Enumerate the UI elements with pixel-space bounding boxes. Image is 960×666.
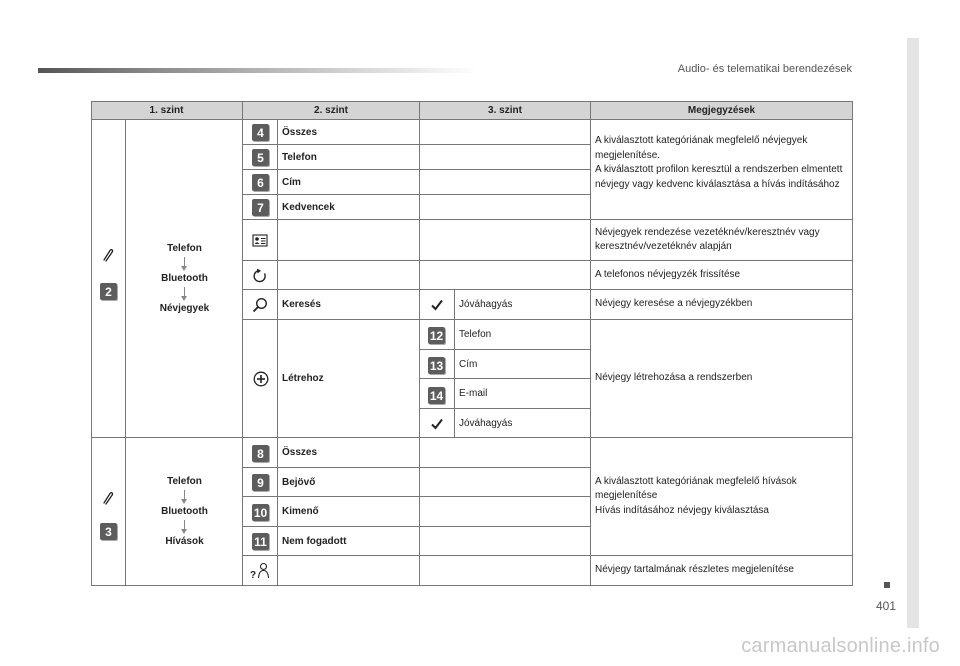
step-badge-7: 7 (252, 199, 269, 216)
level3-empty (420, 497, 591, 527)
path-item-nevjegyek: Névjegyek (159, 303, 210, 314)
col-header-level3: 3. szint (420, 101, 591, 120)
level2-kimeno: Kimenő (278, 497, 420, 527)
level2-telefon: Telefon (278, 145, 420, 170)
step-badge-14: 14 (429, 388, 444, 403)
level2-empty (278, 220, 420, 261)
step-badge-4: 4 (252, 124, 269, 141)
level2-nem-fogadott: Nem fogadott (278, 527, 420, 556)
level2-osszes: Összes (278, 120, 420, 145)
icon-cell (243, 261, 278, 290)
level3-empty (420, 170, 591, 195)
icon-cell (420, 409, 455, 438)
level3-empty (420, 120, 591, 145)
level2-kedvencek: Kedvencek (278, 195, 420, 220)
phone-icon (101, 248, 115, 262)
note-create-contact: Névjegy létrehozása a rendszerben (591, 320, 853, 438)
page-marker (884, 582, 890, 588)
icon-cell (243, 320, 278, 438)
step-badge-10: 10 (253, 505, 268, 520)
page-number: 401 (876, 599, 897, 613)
group1-icon-cell (91, 120, 126, 438)
group1-menu-path (126, 243, 243, 314)
level2-osszes: Összes (278, 438, 420, 468)
watermark: carmanualsonline.info (741, 635, 940, 657)
level3-empty (420, 438, 591, 468)
level3-empty (420, 145, 591, 170)
plus-circle-icon (253, 371, 269, 387)
level3-jovahagyas: Jóváhagyás (455, 409, 591, 438)
note-calls: A kiválasztott kategóriának megfelelő hívások megjelenítése Hívás indításához névjegy kiválasztása (591, 438, 853, 556)
col-header-notes: Megjegyzések (591, 101, 853, 120)
level2-letrehoz: Létrehoz (278, 320, 420, 438)
col-header-level2: 2. szint (243, 101, 420, 120)
down-arrow-icon (184, 257, 185, 267)
level2-empty (278, 556, 420, 586)
note-refresh: A telefonos névjegyzék frissítése (591, 261, 853, 290)
icon-cell (243, 556, 278, 586)
refresh-icon (252, 268, 268, 284)
level3-cim: Cím (455, 350, 591, 379)
level3-empty (420, 195, 591, 220)
checkmark-icon (431, 299, 443, 311)
icon-cell (243, 220, 278, 261)
note-search: Névjegy keresése a névjegyzékben (591, 290, 853, 320)
path-item-bluetooth: Bluetooth (161, 506, 208, 517)
header-gradient-bar (38, 68, 478, 73)
step-badge-9: 9 (252, 474, 269, 491)
level3-empty (420, 527, 591, 556)
step-badge-8: 8 (252, 445, 269, 462)
down-arrow-icon (184, 287, 185, 297)
down-arrow-icon (184, 520, 185, 530)
page-edge-strip (907, 38, 919, 628)
path-item-telefon: Telefon (167, 476, 202, 487)
step-badge-13: 13 (429, 358, 444, 373)
level3-telefon: Telefon (455, 320, 591, 350)
path-item-hivasok: Hívások (165, 536, 204, 547)
group2-menu-path (126, 476, 243, 547)
col-header-level1: 1. szint (91, 101, 243, 120)
svg-text:?: ? (250, 570, 257, 580)
contact-details-icon (250, 562, 270, 580)
level2-kereses: Keresés (278, 290, 420, 320)
level3-email: E-mail (455, 379, 591, 409)
note-sort-contacts: Névjegyek rendezése vezetéknév/keresztnév vagy keresztnév/vezetéknév alapján (591, 220, 853, 261)
level3-jovahagyas: Jóváhagyás (455, 290, 591, 320)
note-details: Névjegy tartalmának részletes megjelenítése (591, 556, 853, 586)
level3-empty (420, 468, 591, 497)
level3-empty (420, 261, 591, 290)
down-arrow-icon (184, 490, 185, 500)
note-filter-contacts: A kiválasztott kategóriának megfelelő névjegyek megjelenítése. A kiválasztott profilon keresztül a rendszerben elmentett névjegy vagy kedvenc kiválasztása a hívás indításához (591, 120, 853, 220)
checkmark-icon (431, 418, 443, 430)
step-badge-5: 5 (252, 149, 269, 166)
path-item-telefon: Telefon (167, 243, 202, 254)
level3-empty (420, 220, 591, 261)
path-item-bluetooth: Bluetooth (161, 273, 208, 284)
contact-card-icon (252, 233, 268, 247)
step-badge-3: 3 (100, 523, 117, 540)
magnifier-icon (252, 297, 268, 313)
section-title: Audio- és telematikai berendezések (677, 63, 852, 75)
level2-bejovo: Bejövő (278, 468, 420, 497)
level2-empty (278, 261, 420, 290)
level3-empty (420, 556, 591, 586)
phone-icon (101, 491, 115, 505)
step-badge-6: 6 (252, 174, 269, 191)
icon-cell (420, 290, 455, 320)
step-badge-12: 12 (429, 328, 444, 343)
level2-cim: Cím (278, 170, 420, 195)
icon-cell (243, 290, 278, 320)
group2-icon-cell (91, 438, 126, 586)
step-badge-11: 11 (252, 533, 269, 550)
step-badge-2: 2 (100, 283, 117, 300)
